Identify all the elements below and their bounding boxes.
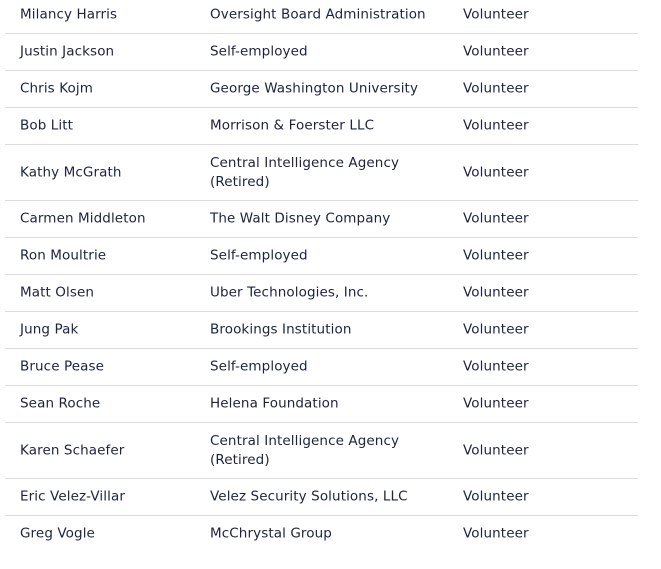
table-row xyxy=(5,0,638,34)
member-role: Volunteer xyxy=(463,43,529,60)
member-organization xyxy=(210,284,368,303)
member-name: Eric Velez-Villar xyxy=(20,488,125,505)
organization-line: (Retired) xyxy=(210,173,270,190)
members-table xyxy=(5,0,638,552)
member-role: Volunteer xyxy=(463,395,529,412)
organization-line: Self-employed xyxy=(210,247,308,264)
organization-line: (Retired) xyxy=(210,451,270,468)
member-name: Kathy McGrath xyxy=(20,164,122,180)
member-organization xyxy=(210,43,308,62)
member-role: Volunteer xyxy=(463,358,529,375)
member-name: Karen Schaefer xyxy=(20,442,125,458)
organization-line: Uber Technologies, Inc. xyxy=(210,284,369,301)
table-row xyxy=(5,516,638,552)
member-organization xyxy=(210,321,351,340)
organization-line: Central Intelligence Agency xyxy=(210,432,400,449)
organization-line: McChrystal Group xyxy=(210,525,332,542)
member-role: Volunteer xyxy=(463,117,529,134)
member-role: Volunteer xyxy=(463,488,529,505)
organization-line: Brookings Institution xyxy=(210,321,352,338)
organization-line: Self-employed xyxy=(210,43,308,60)
member-role: Volunteer xyxy=(463,321,529,338)
table-row xyxy=(5,201,638,238)
member-role: Volunteer xyxy=(463,525,529,542)
table-row xyxy=(5,349,638,386)
member-role: Volunteer xyxy=(463,164,529,180)
member-name: Justin Jackson xyxy=(20,43,115,60)
organization-line: Velez Security Solutions, LLC xyxy=(210,488,408,505)
table-row xyxy=(5,386,638,423)
member-name: Carmen Middleton xyxy=(20,210,146,227)
member-name: Milancy Harris xyxy=(20,6,118,23)
table-row xyxy=(5,312,638,349)
organization-line: The Walt Disney Company xyxy=(210,210,391,227)
member-organization xyxy=(210,247,308,266)
member-role: Volunteer xyxy=(463,284,529,301)
organization-line: Self-employed xyxy=(210,358,308,375)
member-name: Bob Litt xyxy=(20,117,74,134)
organization-line: Oversight Board Administration xyxy=(210,6,426,23)
member-organization xyxy=(210,432,399,470)
member-organization xyxy=(210,358,308,377)
table-row xyxy=(5,275,638,312)
member-organization xyxy=(210,154,399,192)
member-organization xyxy=(210,395,339,414)
member-role: Volunteer xyxy=(463,210,529,227)
table-row xyxy=(5,145,638,201)
member-name: Sean Roche xyxy=(20,395,101,412)
organization-line: Morrison & Foerster LLC xyxy=(210,117,375,134)
organization-line: Helena Foundation xyxy=(210,395,339,412)
table-row xyxy=(5,423,638,479)
member-organization xyxy=(210,117,374,136)
table-row xyxy=(5,71,638,108)
member-name: Ron Moultrie xyxy=(20,247,107,264)
member-name: Chris Kojm xyxy=(20,80,93,97)
table-row xyxy=(5,479,638,516)
member-name: Bruce Pease xyxy=(20,358,105,375)
organization-line: Central Intelligence Agency xyxy=(210,154,400,171)
member-organization xyxy=(210,525,332,544)
member-name: Greg Vogle xyxy=(20,525,95,542)
table-row xyxy=(5,238,638,275)
organization-line: George Washington University xyxy=(210,80,419,97)
member-organization xyxy=(210,210,390,229)
table-row xyxy=(5,34,638,71)
member-role: Volunteer xyxy=(463,6,529,23)
member-name: Jung Pak xyxy=(20,321,79,338)
member-name: Matt Olsen xyxy=(20,284,95,301)
member-organization xyxy=(210,80,418,99)
member-organization xyxy=(210,6,426,25)
member-role: Volunteer xyxy=(463,442,529,458)
table-row xyxy=(5,108,638,145)
member-role: Volunteer xyxy=(463,247,529,264)
member-role: Volunteer xyxy=(463,80,529,97)
member-organization xyxy=(210,488,408,507)
